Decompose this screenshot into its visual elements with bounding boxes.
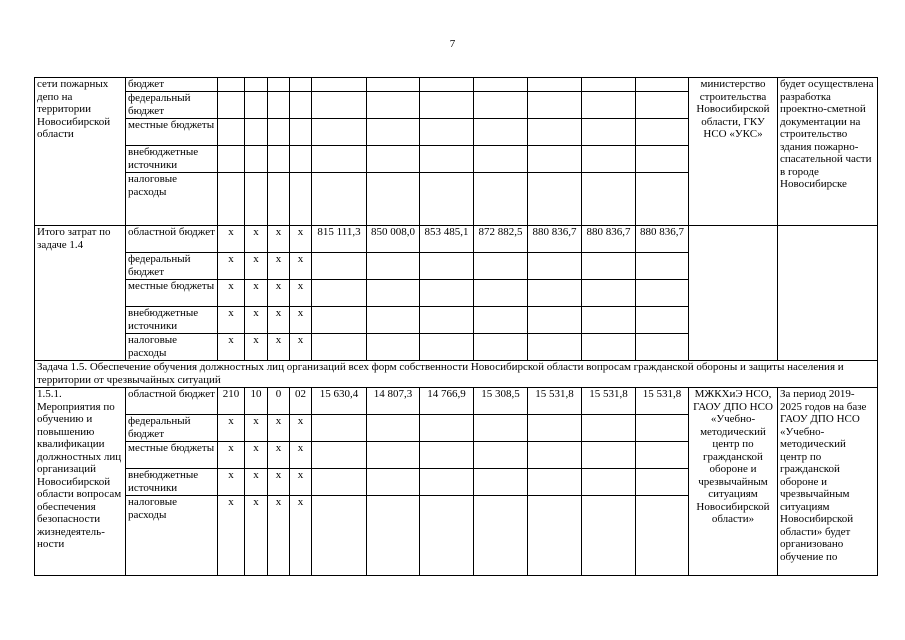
- funding-source: внебюджетные источники: [126, 469, 218, 496]
- event-name: сети пожарных депо на территории Новосибирской области: [35, 78, 126, 226]
- table-row: федеральный бюджет x x x x: [35, 415, 878, 442]
- table-row: [35, 361, 878, 388]
- value-cell: 15 531,8: [528, 388, 582, 415]
- value-cell: 853 485,1: [420, 226, 474, 253]
- funding-source: областной бюджет: [126, 226, 218, 253]
- table-row: местные бюджеты x x x x: [35, 280, 878, 307]
- table-row: внебюджетные источники x x x x: [35, 469, 878, 496]
- value-cell: 850 008,0: [367, 226, 420, 253]
- value-cell: 15 531,8: [582, 388, 636, 415]
- funding-source: федеральный бюджет: [126, 415, 218, 442]
- table-row: налоговые расходы x x x x: [35, 334, 878, 361]
- table-row: [35, 388, 878, 415]
- funding-source: местные бюджеты: [126, 119, 218, 146]
- executor: министерство строительства Новосибирской области, ГКУ НСО «УКС»: [689, 78, 778, 226]
- funding-source: местные бюджеты: [126, 280, 218, 307]
- value-cell: 872 882,5: [474, 226, 528, 253]
- value-cell: 815 111,3: [312, 226, 367, 253]
- table-row: [35, 78, 878, 92]
- table-row: налоговые расходы x x x x: [35, 496, 878, 576]
- expected-result: За период 2019-2025 годов на базе ГАОУ ДПО НСО «Учебно-методический центр по гражданской обороне и чрезвычайным ситуациям Новосибирской области» будет организовано обучение по: [778, 388, 878, 576]
- code-cell: 0: [268, 388, 290, 415]
- program-table: [34, 77, 878, 576]
- funding-source: областной бюджет: [126, 388, 218, 415]
- task-header: Задача 1.5. Обеспечение обучения должностных лиц организаций всех форм собственности Новосибирской области вопросам гражданской обороны и защиты населения и территории от чрезвычайных ситуаций: [35, 361, 878, 388]
- value-cell: 15 531,8: [636, 388, 689, 415]
- funding-source: внебюджетные источники: [126, 146, 218, 173]
- value-cell: 880 836,7: [528, 226, 582, 253]
- expected-result: будет осуществлена разработка проектно-сметной документации на строительство здания пожарно-спасательной части в городе Новосибирске: [778, 78, 878, 226]
- event-name: 1.5.1. Мероприятия по обучению и повышению квалификации должностных лиц организаций Новосибирской области вопросам обеспечения безопасности жизнедеятель-ности: [35, 388, 126, 576]
- table-row: местные бюджеты x x x x: [35, 442, 878, 469]
- table-row: федеральный бюджет x x x x: [35, 253, 878, 280]
- executor: МЖКХиЭ НСО, ГАОУ ДПО НСО «Учебно-методический центр по гражданской обороне и чрезвычайным ситуациям Новосибирской области»: [689, 388, 778, 576]
- page-number: 7: [449, 38, 456, 50]
- funding-source: бюджет: [126, 78, 218, 92]
- funding-source: федеральный бюджет: [126, 92, 218, 119]
- value-cell: 14 807,3: [367, 388, 420, 415]
- table-row: внебюджетные источники x x x x: [35, 307, 878, 334]
- value-cell: 880 836,7: [582, 226, 636, 253]
- value-cell: 880 836,7: [636, 226, 689, 253]
- funding-source: внебюджетные источники: [126, 307, 218, 334]
- funding-source: местные бюджеты: [126, 442, 218, 469]
- code-cell: 10: [245, 388, 268, 415]
- total-label: Итого затрат по задаче 1.4: [35, 226, 126, 361]
- funding-source: налоговые расходы: [126, 334, 218, 361]
- code-cell: 210: [218, 388, 245, 415]
- value-cell: 15 630,4: [312, 388, 367, 415]
- code-cell: 02: [290, 388, 312, 415]
- value-cell: 14 766,9: [420, 388, 474, 415]
- funding-source: налоговые расходы: [126, 496, 218, 576]
- value-cell: 15 308,5: [474, 388, 528, 415]
- funding-source: налоговые расходы: [126, 173, 218, 226]
- table-row: Итого затрат по задаче 1.4 областной бюджет x x x x 815 111,3 850 008,0 853 485,1 872 882,5 880 836,7 880 836,7 880 836,7: [35, 226, 878, 253]
- funding-source: федеральный бюджет: [126, 253, 218, 280]
